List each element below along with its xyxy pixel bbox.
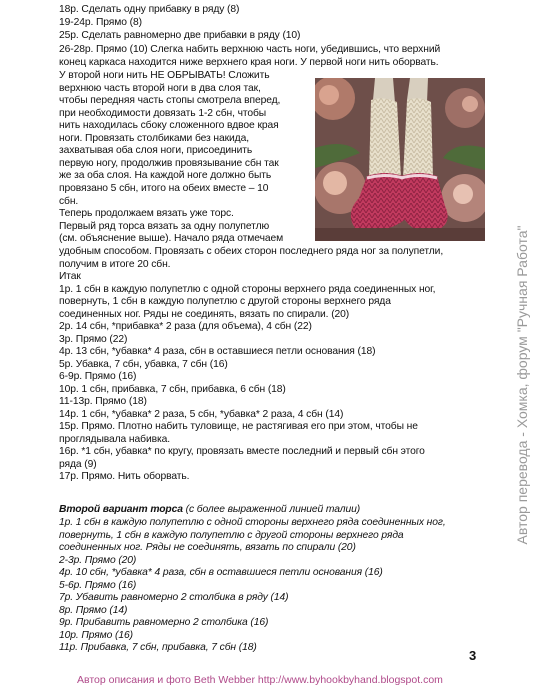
text-line: 6-9р. Прямо (16) xyxy=(59,371,137,382)
text-line: получим в итоге 20 сбн. xyxy=(59,258,171,270)
text-line: 2р. 14 сбн, *прибавка* 2 раза (для объема), 4 сбн (22) xyxy=(59,321,312,332)
text-line: повернуть, 1 сбн в каждую полупетлю с другой стороны верхнего ряда xyxy=(59,296,391,307)
text-line: нить находилась сбоку сложенного вдвое края xyxy=(59,120,279,132)
translation-credit: Автор перевода - Хомка, форум "Ручная Работа" xyxy=(514,225,530,545)
text-line: 11-13р. Прямо (18) xyxy=(59,396,147,407)
text-line: конец каркаса находится ниже верхнего края ноги. У первой ноги нить оборвать. xyxy=(59,56,439,68)
text-line: 5р. Убавка, 7 сбн, убавка, 7 сбн (16) xyxy=(59,358,228,370)
text-line: 19-24р. Прямо (8) xyxy=(59,17,142,29)
text-line: 14р. 1 сбн, *убавка* 2 раза, 5 сбн, *убавка* 2 раза, 4 сбн (14) xyxy=(59,408,344,420)
text-line: 4р. 10 сбн, *убавка* 4 раза, сбн в оставшиеся петли основания (16) xyxy=(59,567,383,578)
text-line: захватывая оба слоя ноги, присоединить xyxy=(59,145,253,157)
text-line: 15р. Прямо. Плотно набить туловище, не растягивая его при этом, чтобы не xyxy=(59,421,418,432)
text-line: 17р. Прямо. Нить оборвать. xyxy=(59,471,190,482)
text-line: первую ногу, продолжив провязывание сбн так xyxy=(59,157,279,169)
text-line: верхнюю часть второй ноги в два слоя так, xyxy=(59,82,261,94)
text-line: 7р. Убавить равномерно 2 столбика в ряду (14) xyxy=(59,592,289,603)
text-line: Теперь продолжаем вязать уже торс. xyxy=(59,208,234,220)
text-line: 8р. Прямо (14) xyxy=(59,604,128,616)
text-line: провязано 5 сбн, итого на обеих вместе – 10 xyxy=(59,182,269,194)
text-line: чтобы передняя часть стопы смотрела вперед, xyxy=(59,95,281,107)
text-line: 18р. Сделать одну прибавку в ряду (8) xyxy=(59,4,240,15)
text-line: 5-6р. Прямо (16) xyxy=(59,579,137,591)
text-line: 10р. 1 сбн, прибавка, 7 сбн, прибавка, 6 сбн (18) xyxy=(59,383,286,395)
text-line: же за оба слоя. На каждой ноге должно быть xyxy=(59,170,272,182)
crochet-legs-photo xyxy=(315,78,485,241)
text-line: 9р. Прибавить равномерно 2 столбика (16) xyxy=(59,617,269,628)
text-line: У второй ноги нить НЕ ОБРЫВАТЬ! Сложить xyxy=(59,70,270,81)
text-line: соединенных ног. Ряды не соединять, вязать по спирали (20) xyxy=(59,542,356,553)
text-line: 25р. Сделать равномерно две прибавки в ряду (10) xyxy=(59,30,301,42)
text-line: повернуть, 1 сбн в каждую полупетлю с другой стороны верхнего ряда xyxy=(59,529,404,541)
variant-subtitle: (с более выраженной линией талии) xyxy=(182,504,361,515)
text-line: ряда (9) xyxy=(59,458,97,470)
text-line: 16р. *1 сбн, убавка* по кругу, провязать вместе последний и первый сбн этого xyxy=(59,446,425,457)
variant-heading xyxy=(59,504,360,517)
text-line: 11р. Прибавка, 7 сбн, прибавка, 7 сбн (18) xyxy=(59,642,257,653)
variant-title: Второй вариант торса xyxy=(59,504,183,515)
text-line: сбн. xyxy=(59,195,79,207)
text-line: 1р. 1 сбн в каждую полупетлю с одной стороны верхнего ряда соединенных ног, xyxy=(59,283,436,295)
text-line: 1р. 1 сбн в каждую полупетлю с одной стороны верхнего ряда соединенных ног, xyxy=(59,517,446,528)
footer-credit[interactable]: Автор описания и фото Beth Webber http://www.byhookbyhand.blogspot.com xyxy=(77,674,443,686)
text-line: проглядывала набивка. xyxy=(59,433,170,445)
text-line: 10р. Прямо (16) xyxy=(59,629,133,641)
text-line: при необходимости довязать 1-2 сбн, чтобы xyxy=(59,107,267,119)
page-number: 3 xyxy=(469,648,477,663)
text-line: удобным способом. Провязать с обеих сторон последнего ряда ног за полупетли, xyxy=(59,246,444,257)
text-line: 3р. Прямо (22) xyxy=(59,333,128,345)
text-line: соединенных ног. Ряды не соединять, вязать по спирали. (20) xyxy=(59,308,350,320)
text-line: (см. объяснение выше). Начало ряда отмечаем xyxy=(59,233,284,245)
text-line: Итак xyxy=(59,271,81,282)
text-line: Первый ряд торса вязать за одну полупетлю xyxy=(59,220,270,232)
text-line: ноги. Провязать столбиками без накида, xyxy=(59,132,249,144)
text-line: 2-3р. Прямо (20) xyxy=(59,554,137,566)
text-line: 4р. 13 сбн, *убавка* 4 раза, сбн в оставшиеся петли основания (18) xyxy=(59,346,376,357)
text-line: 26-28р. Прямо (10) Слегка набить верхнюю часть ноги, убедившись, что верхний xyxy=(59,43,441,55)
